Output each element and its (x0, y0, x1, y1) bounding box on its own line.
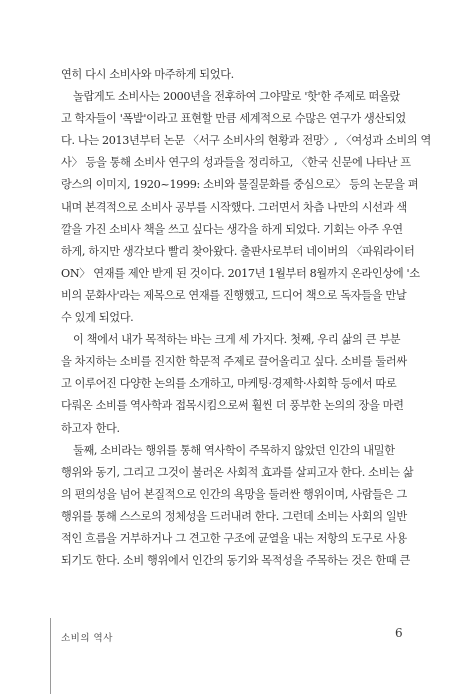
text-line: 다. 나는 2013년부터 논문 〈서구 소비사의 현황과 전망〉, 〈여성과 소비의 역 (61, 134, 431, 148)
text-line: 고 이루어진 다양한 논의를 소개하고, 마케팅·경제학·사회학 등에서 따로 (61, 377, 397, 391)
page-number: 6 (395, 626, 403, 640)
text-line: 사〉 등을 통해 소비사 연구의 성과들을 정리하고, 〈한국 신문에 나타난 프 (61, 156, 411, 170)
text-line: 행위와 동기, 그리고 그것이 불러온 사회적 효과를 살피고자 한다. 소비는 삶 (61, 465, 414, 479)
text-line: 행위를 통해 스스로의 정체성을 드러내려 한다. 그런데 소비는 사회의 일반 (61, 509, 407, 523)
text-line: 하게, 하지만 생각보다 빨리 찾아왔다. 출판사로부터 네이버의 〈파워라이터 (61, 244, 415, 258)
text-line: 하고자 한다. (61, 421, 120, 435)
text-line: 내며 본격적으로 소비사 공부를 시작했다. 그러면서 차츰 나만의 시선과 색 (61, 200, 407, 214)
paragraph-consumption-history-boom (61, 86, 431, 329)
text-line: 적인 흐름을 거부하거나 그 견고한 구조에 균열을 내는 저항의 도구로 사용 (61, 531, 407, 545)
body-text (61, 64, 431, 572)
text-line: 수 있게 되었다. (61, 311, 134, 325)
text-line: 다뤄온 소비를 역사학과 접목시킴으로써 훨씬 더 풍부한 논의의 장을 마련 (61, 399, 404, 413)
running-head: 소비의 역사 (61, 633, 113, 644)
text-line: 비의 문화사'라는 제목으로 연재를 진행했고, 드디어 책으로 독자들을 만날 (61, 288, 407, 302)
text-line: 되기도 한다. 소비 행위에서 인간의 동기와 목적성을 주목하는 것은 한때 큰 (61, 554, 410, 568)
footer-divider (50, 618, 51, 694)
text-line: 의 편의성을 넘어 본질적으로 인간의 욕망을 둘러싼 행위이며, 사람들은 그 (61, 487, 407, 501)
text-line: ON〉 연재를 제안 받게 된 것이다. 2017년 1월부터 8월까지 온라인상에 '소 (61, 266, 420, 280)
paragraph-book-purpose (61, 329, 417, 439)
text-line: 둘째, 소비라는 행위를 통해 역사학이 주목하지 않았던 인간의 내밀한 (73, 443, 395, 457)
text-line: 놀랍게도 소비사는 2000년을 전후하여 그야말로 '핫'한 주제로 떠올랐 (73, 90, 400, 104)
text-line: 깔을 가진 소비사 책을 쓰고 싶다는 생각을 하게 되었다. 기회는 아주 우연 (61, 222, 403, 236)
text-line: 랑스의 이미지, 1920~1999: 소비와 물질문화를 중심으로〉 등의 논문을 펴 (61, 178, 419, 192)
text-line: 연히 다시 소비사와 마주하게 되었다. (61, 68, 234, 81)
paragraph-second-purpose (61, 440, 417, 573)
text-line: 을 차지하는 소비를 진지한 학문적 주제로 끌어올리고 싶다. 소비를 둘러싸 (61, 355, 407, 369)
text-line: 고 학자들이 '폭발'이라고 표현할 만큼 세계적으로 수많은 연구가 생산되었 (61, 112, 406, 126)
paragraph-continuation (61, 64, 417, 86)
text-line: 이 책에서 내가 목적하는 바는 크게 세 가지다. 첫째, 우리 삶의 큰 부분 (73, 333, 401, 347)
